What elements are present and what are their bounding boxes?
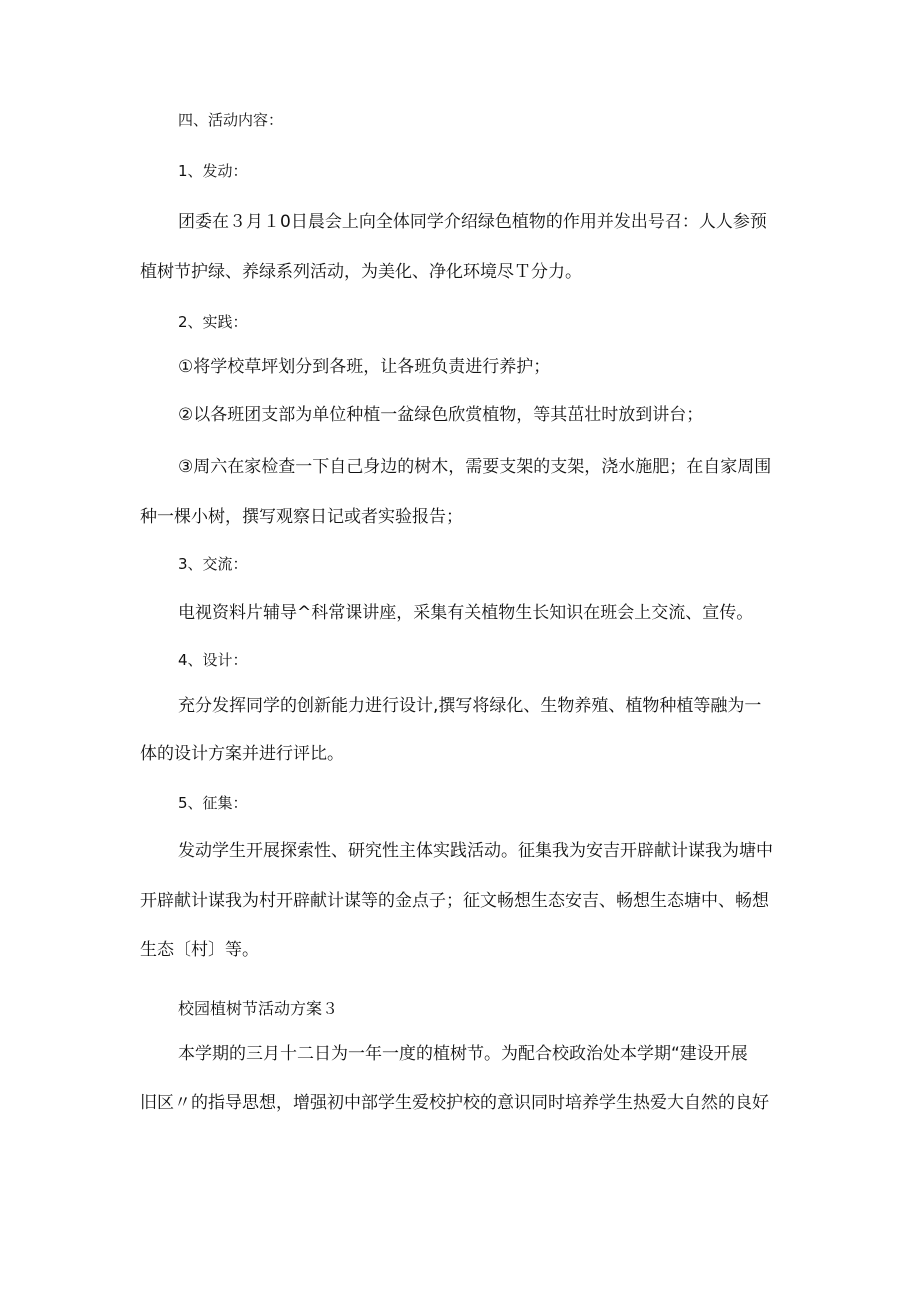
item2-point-1: ①将学校草坪划分到各班，让各班负责进行养护；	[178, 357, 551, 377]
item5-body-line-3: 生态〔村〕等。	[140, 940, 259, 960]
plan3-body-line-1: 本学期的三月十二日为一年一度的植树节。为配合校政治处本学期“建设开展	[178, 1044, 748, 1064]
section-heading: 四、活动内容：	[178, 111, 284, 129]
item5-body-line-2: 开辟献计谋我为村开辟献计谋等的金点子；征文畅想生态安吉、畅想生态塘中、畅想	[140, 891, 769, 911]
item2-point-3-cont: 种一棵小树，撰写观察日记或者实验报告；	[140, 507, 463, 527]
item5-heading: 5、征集：	[178, 794, 248, 812]
item2-heading: 2、实践：	[178, 313, 248, 331]
item4-body-line-1: 充分发挥同学的创新能力进行设计,撰写将绿化、生物养殖、植物种植等融为一	[178, 696, 762, 716]
item5-body-line-1: 发动学生开展探索性、研究性主体实践活动。征集我为安吉开辟献计谋我为塘中	[178, 841, 773, 861]
item4-heading: 4、设计：	[178, 651, 248, 669]
plan3-title: 校园植树节活动方案３	[178, 999, 339, 1018]
item3-heading: 3、交流：	[178, 555, 248, 573]
item3-body-line-1: 电视资料片辅导^科常课讲座，采集有关植物生长知识在班会上交流、宣传。	[178, 603, 754, 623]
item4-body-line-2: 体的设计方案并进行评比。	[140, 744, 344, 764]
item2-point-3: ③周六在家检查一下自己身边的树木，需要支架的支架，浇水施肥；在自家周围	[178, 457, 772, 477]
plan3-body-line-2: 旧区〃的指导思想，增强初中部学生爱校护校的意识同时培养学生热爱大自然的良好	[140, 1093, 769, 1113]
item2-point-2: ②以各班团支部为单位种植一盆绿色欣赏植物，等其茁壮时放到讲台；	[178, 405, 704, 425]
item1-body-line-2: 植树节护绿、养绿系列活动，为美化、净化环境尽Ｔ分力。	[140, 262, 582, 282]
item1-heading: 1、发动：	[178, 162, 248, 180]
item1-body-line-1: 团委在３月１0日晨会上向全体同学介绍绿色植物的作用并发出号召：人人参预	[178, 212, 767, 232]
